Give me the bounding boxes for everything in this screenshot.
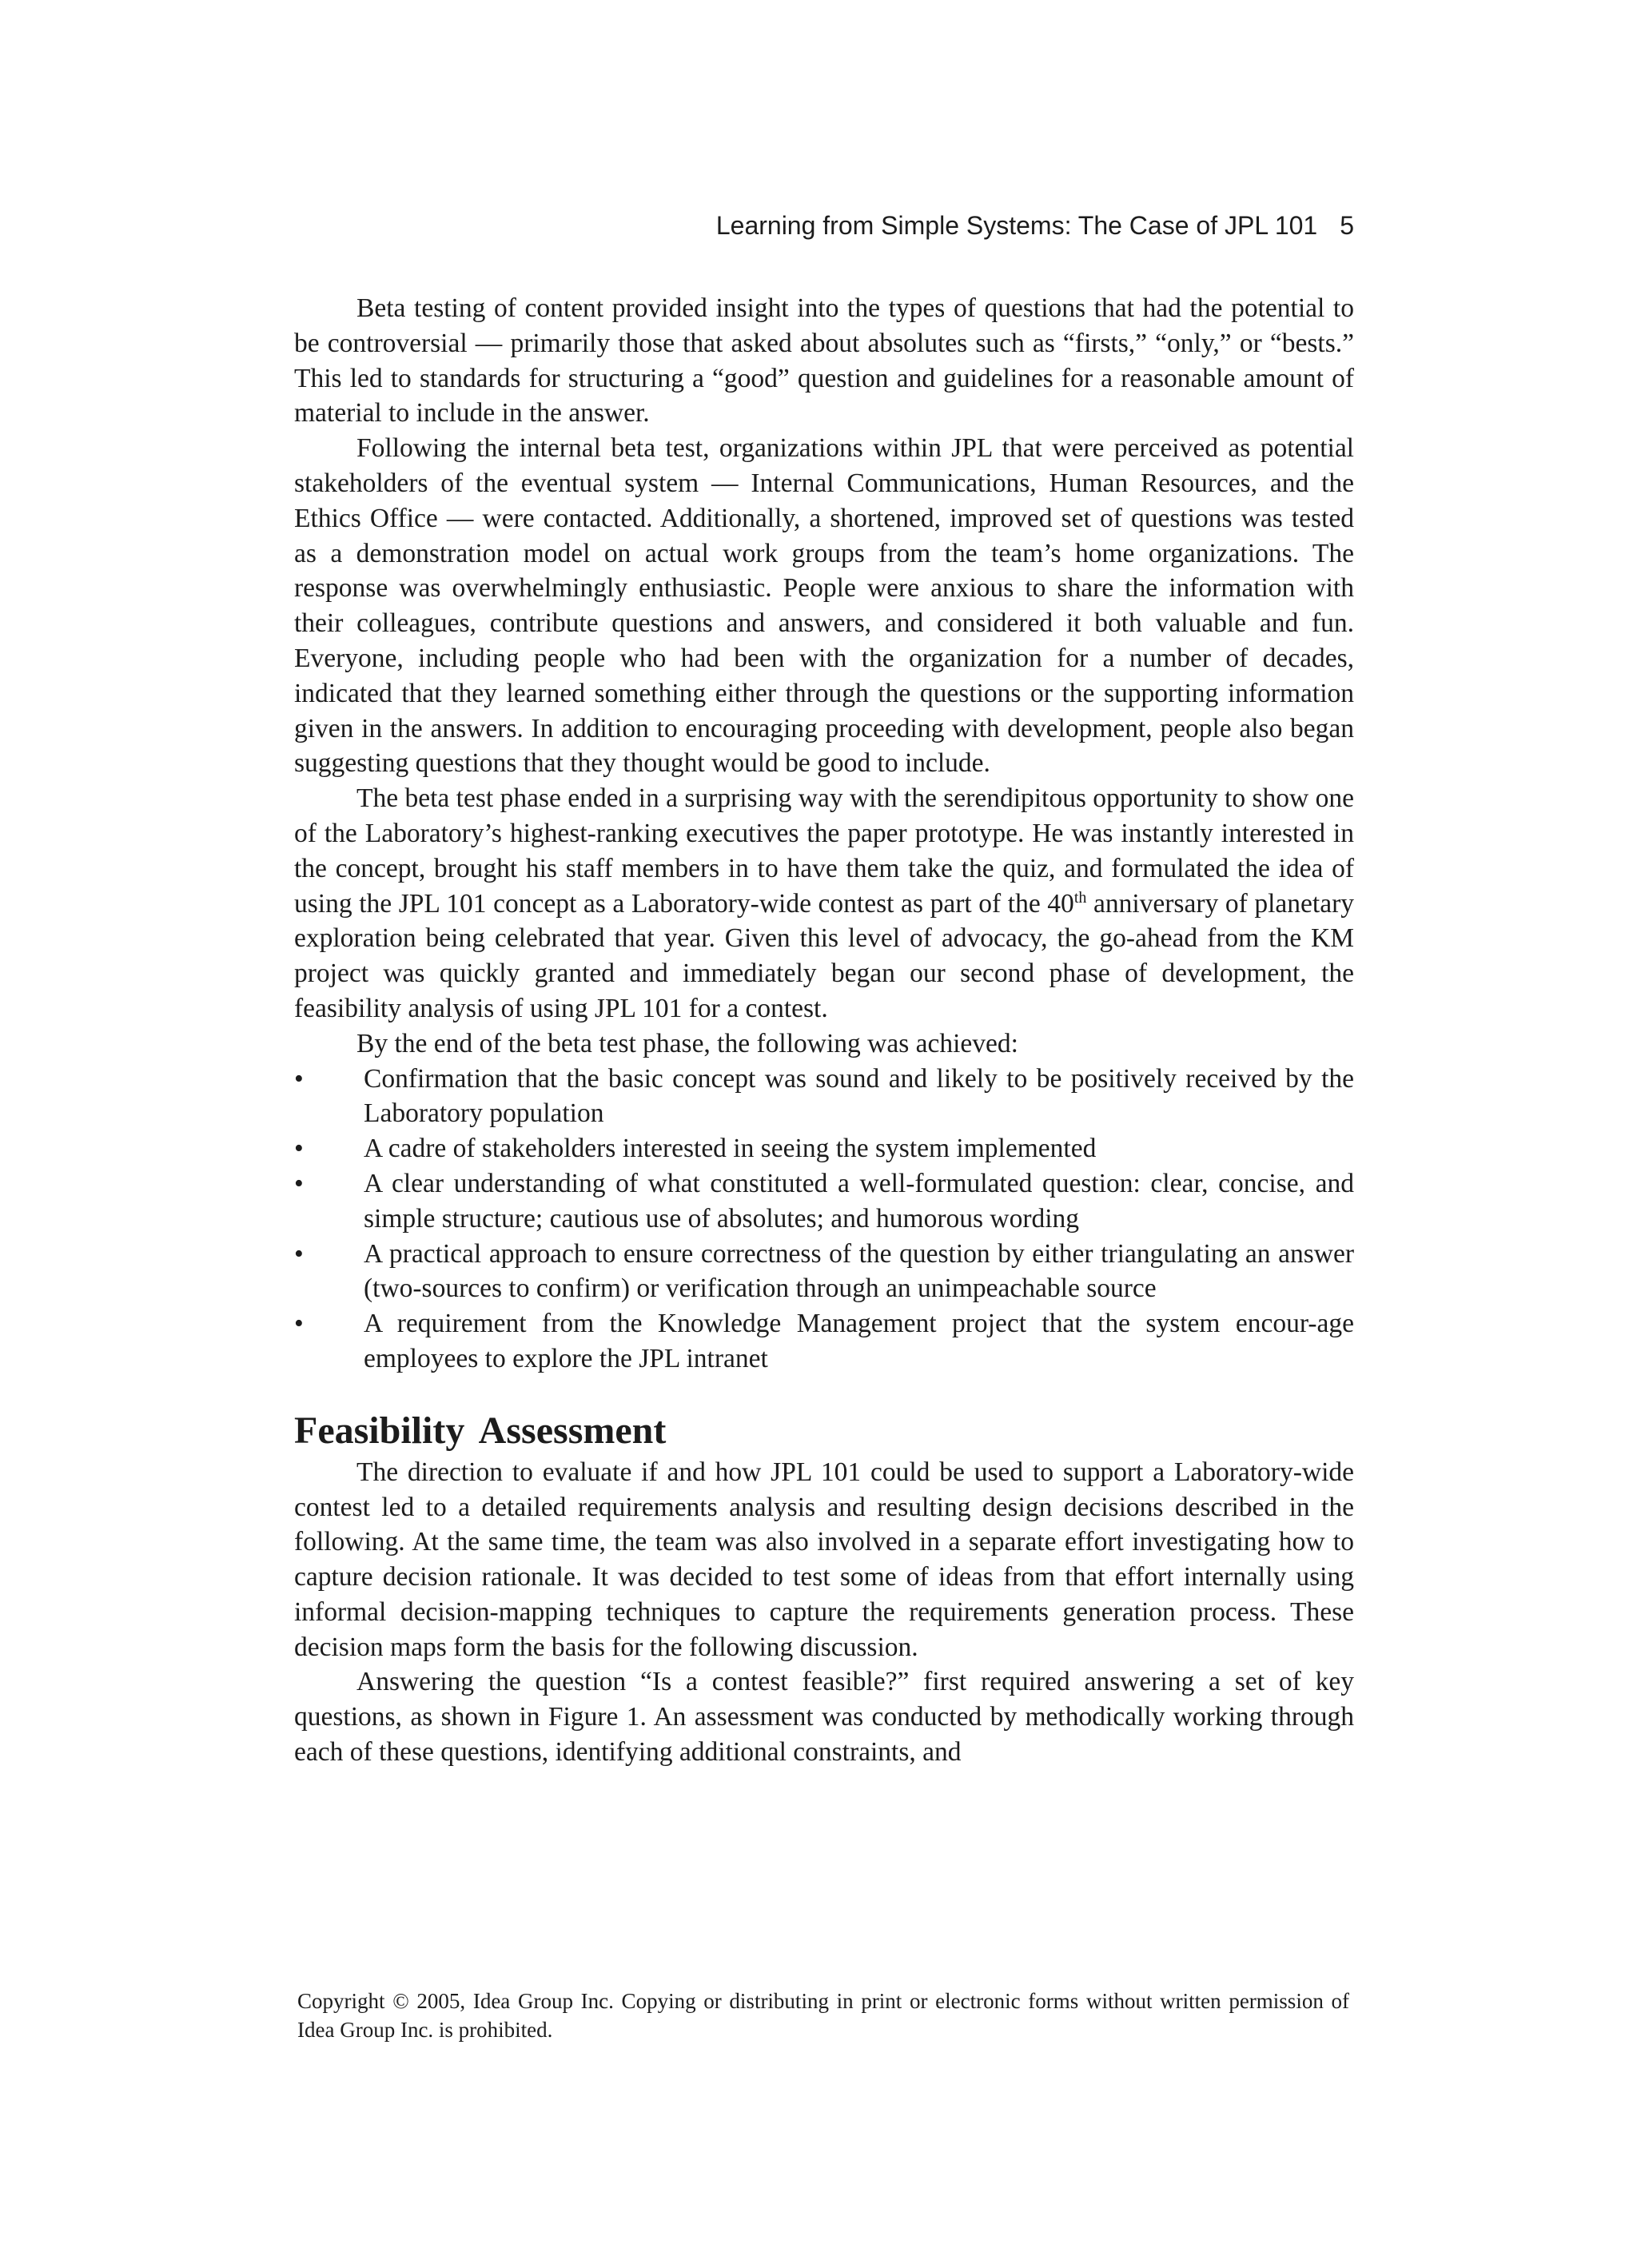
bullet-icon: • xyxy=(294,1168,304,1198)
list-item-text: A practical approach to ensure correctness of the question by either triangulating an answer (two-sources to confirm) or verification through an unimpeachable source xyxy=(364,1238,1354,1304)
list-item-text: A cadre of stakeholders interested in seeing the system implemented xyxy=(364,1134,1097,1164)
paragraph-achievements-intro: By the end of the beta test phase, the following was achieved: xyxy=(356,1028,1018,1058)
superscript-ordinal: th xyxy=(1073,888,1087,907)
bullet-icon: • xyxy=(294,1309,304,1339)
paragraph-beta-phase-ended xyxy=(294,781,1354,1026)
paragraph-text: anniversary of planetary exploration being celebrated that year. Given this level of advocacy, the go-ahead from the KM project was quickly granted and immediately began our second phase of development, the feasibility analysis of using JPL 101 for a contest. xyxy=(294,888,1354,1023)
copyright-footer: Copyright © 2005, Idea Group Inc. Copying or distributing in print or electronic forms without written permission of Idea Group Inc. is prohibited. xyxy=(297,1989,1349,2042)
list-item-text: A clear understanding of what constituted a well-formulated question: clear, concise, and simple structure; cautious use of absolutes; and humorous wording xyxy=(364,1168,1354,1234)
document-page xyxy=(294,0,1354,2268)
list-item xyxy=(294,1062,1354,1132)
paragraph-internal-beta-test: Following the internal beta test, organizations within JPL that were perceived as potential stakeholders of the eventual system — Internal Communications, Human Resources, and the Ethics Office — were contacted. Additionally, a shortened, improved set of questions was tested as a demonstration model on actual work groups from the team’s home organizations. The response was overwhelmingly enthusiastic. People were anxious to share the information with their colleagues, contribute questions and answers, and considered it both valuable and fun. Everyone, including people who had been with the organization for a number of decades, indicated that they learned something either through the questions or the supporting information given in the answers. In addition to encouraging proceeding with development, people also began suggesting questions that they thought would be good to include. xyxy=(294,433,1354,779)
bullet-icon: • xyxy=(294,1238,304,1269)
section-heading: Feasibility Assessment xyxy=(294,1409,667,1452)
paragraph-contest-direction: The direction to evaluate if and how JPL 101 could be used to support a Laboratory-wide contest led to a detailed requirements analysis and resulting design decisions described in the following. At the same time, the team was also involved in a separate effort investigating how to capture decision rationale. It was decided to test some of ideas from that effort internally using informal decision-mapping techniques to capture the requirements generation process. These decision maps form the basis for the following discussion. xyxy=(294,1457,1354,1662)
page-number: 5 xyxy=(1340,211,1354,240)
list-item-text: Confirmation that the basic concept was sound and likely to be positively received by the Laboratory population xyxy=(364,1063,1354,1129)
list-item xyxy=(294,1306,1354,1377)
list-item-text: A requirement from the Knowledge Management project that the system encour-age employees to explore the JPL intranet xyxy=(364,1309,1354,1373)
bullet-icon: • xyxy=(294,1063,304,1094)
paragraph-text: The beta test phase ended in a surprising way with the serendipitous opportunity to show one of the Laboratory’s highest-ranking executives the paper prototype. He was instantly interested in the concept, brought his staff members in to have them take the quiz, and formulated the idea of using the JPL 101 concept as a Laboratory-wide contest as part of the 40 xyxy=(294,783,1354,919)
paragraph-contest-feasible: Answering the question “Is a contest feasible?” first required answering a set of key questions, as shown in Figure 1. An assessment was conducted by methodically working through each of these questions, identifying additional constraints, and xyxy=(294,1667,1354,1768)
paragraph-beta-testing: Beta testing of content provided insight into the types of questions that had the potential to be controversial — primarily those that asked about absolutes such as “firsts,” “only,” or “bests.” This led to standards for structuring a “good” question and guidelines for a reasonable amount of material to include in the answer. xyxy=(294,293,1354,428)
list-item xyxy=(294,1166,1354,1237)
list-item xyxy=(294,1237,1354,1307)
achievements-list xyxy=(294,1062,1354,1377)
bullet-icon: • xyxy=(294,1134,304,1164)
list-item xyxy=(294,1131,1354,1166)
body-text xyxy=(294,291,1354,1770)
running-title: Learning from Simple Systems: The Case of JPL 101 xyxy=(715,211,1318,240)
running-header xyxy=(716,209,1354,241)
